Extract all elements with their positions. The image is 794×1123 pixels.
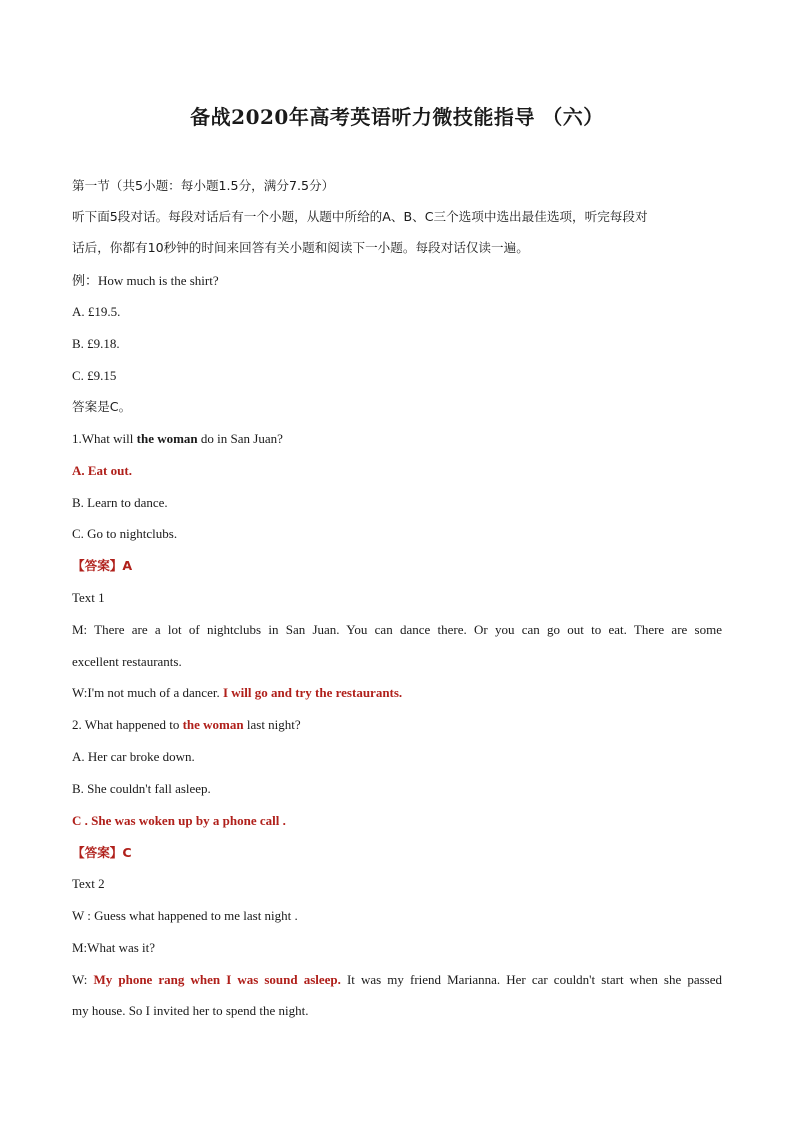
text-1-w-line [72,683,722,703]
text-1-w-red: I will go and try the restaurants. [222,685,403,700]
question-2-option-a: A. Her car broke down. [72,749,195,764]
example-option-a: A. £19.5. [72,304,121,319]
question-1-suffix: do in San Juan? [197,431,283,446]
question-1-option-a: A. Eat out. [72,463,132,478]
text-2-w2-prefix: W: [72,972,94,987]
text-2-label: Text 2 [72,876,105,891]
text-1-m-line-2: excellent restaurants. [72,654,182,669]
question-2-option-c: C . She was woken up by a phone call . [72,813,286,828]
question-2 [72,715,722,735]
example-answer: 答案是C。 [72,399,132,414]
text-2-w-line-1: W : Guess what happened to me last night . [72,908,298,923]
instructions-line-1: 听下面5段对话。每段对话后有一个小题，从题中所给的A、B、C三个选项中选出最佳选项，听完每段对 [72,209,648,224]
question-2-red: the woman [182,717,244,732]
question-2-prefix: 2. What happened to [72,717,183,732]
text-1-m-line-1: M: There are a lot of nightclubs in San Juan. You can dance there. Or you can go out to eat. There are some [72,622,722,637]
text-2-w2-suffix: It was my friend Marianna. Her car couldn't start when she passed [340,972,723,987]
question-1-prefix: 1.What will [72,431,137,446]
section-heading: 第一节（共5小题：每小题1.5分，满分7.5分） [72,178,335,193]
text-1-label: Text 1 [72,590,105,605]
text-2-w2-red: My phone rang when I was sound asleep. [93,972,341,987]
question-1-option-c: C. Go to nightclubs. [72,526,178,541]
example-option-c: C. £9.15 [72,368,117,383]
question-1-option-b: B. Learn to dance. [72,495,168,510]
question-2-option-b: B. She couldn't fall asleep. [72,781,211,796]
example-question: 例：How much is the shirt? [72,273,219,288]
example-option-b: B. £9.18. [72,336,120,351]
text-2-w2-line-1 [72,970,722,990]
question-1 [72,429,722,449]
text-2-w2-line-2: my house. So I invited her to spend the night. [72,1003,309,1018]
question-1-answer: 【答案】A [72,558,133,573]
question-1-bold: the woman [136,431,198,446]
page-title: 备战2020年高考英语听力微技能指导 （六） [190,105,604,129]
text-2-m-line: M:What was it? [72,940,156,955]
instructions-line-2: 话后，你都有10秒钟的时间来回答有关小题和阅读下一小题。每段对话仅读一遍。 [72,240,529,255]
question-2-answer: 【答案】C [72,845,132,860]
question-2-suffix: last night? [243,717,301,732]
text-1-w-prefix: W:I'm not much of a dancer. [72,685,223,700]
